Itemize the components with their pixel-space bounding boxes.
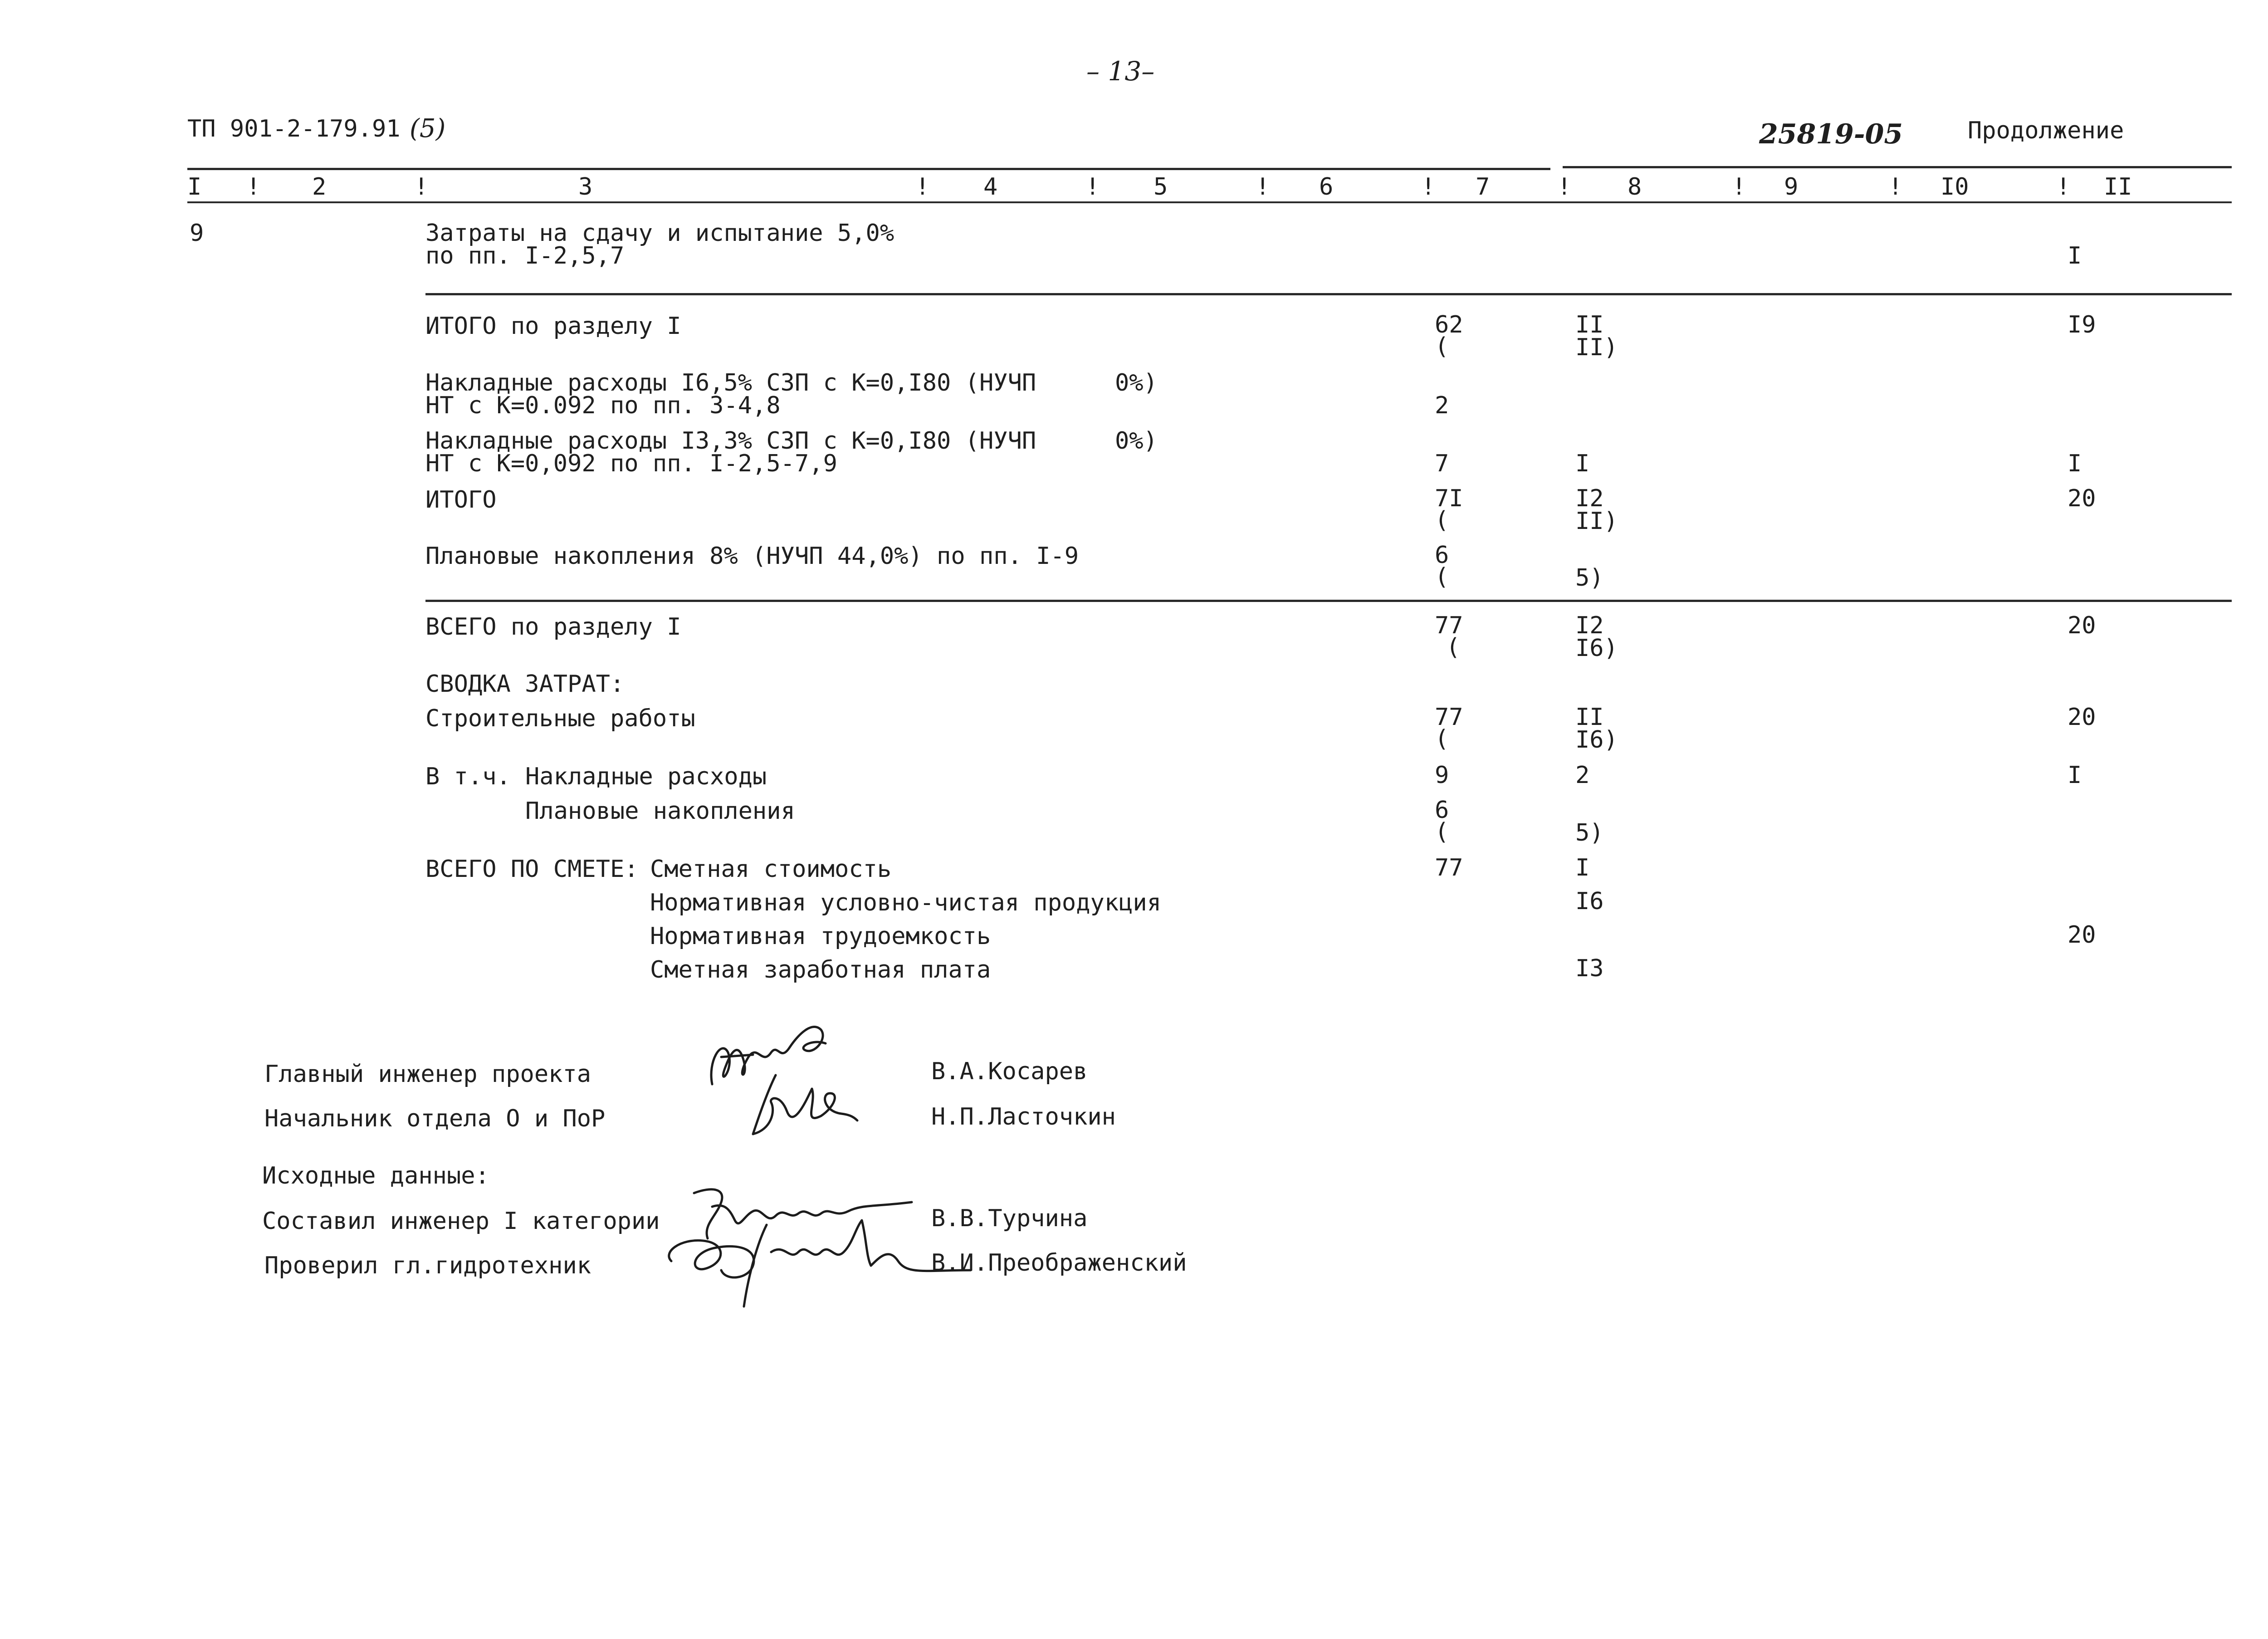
column-separator-8: ! <box>1732 173 1746 201</box>
compiled-by-name: В.В.Турчина <box>931 1205 1088 1232</box>
cell-col8: 2 <box>1575 762 1590 789</box>
row-description: Накладные расходы <box>525 763 767 790</box>
cell-col7: 6 <box>1435 542 1449 569</box>
cell-col7-paren: ( <box>1435 507 1449 534</box>
column-separator-9: ! <box>1888 173 1903 201</box>
cell-col11: 20 <box>2068 921 2096 949</box>
column-separator-10: ! <box>2056 173 2071 201</box>
cell-col8-paren: I6) <box>1575 726 1618 753</box>
cell-col7: 2 <box>1435 392 1449 419</box>
column-header-1: I <box>187 173 202 201</box>
row-description: ИТОГО <box>425 486 497 514</box>
column-header-7: 7 <box>1476 173 1490 201</box>
cell-col8-paren: II) <box>1575 508 1618 535</box>
column-header-10: I0 <box>1941 173 1969 201</box>
cell-col7: 77 <box>1435 612 1463 639</box>
cell-col8: I3 <box>1575 955 1604 982</box>
cell-col8: I <box>1575 854 1590 881</box>
cell-col7: 77 <box>1435 854 1463 881</box>
cell-col7-paren: ( <box>1446 634 1461 661</box>
cell-col11: I9 <box>2068 311 2096 338</box>
column-header-3: 3 <box>578 173 593 201</box>
column-separator-1: ! <box>246 173 261 201</box>
header-rule-top-left <box>187 168 1550 170</box>
row-description: Плановые накопления 8% (НУЧП 44,0%) по пп. I-9 <box>425 543 1079 570</box>
cell-col11: 20 <box>2068 612 2096 639</box>
document-part: (5) <box>410 114 446 143</box>
cell-col7: 6 <box>1435 797 1449 824</box>
checked-by-role: Проверил гл.гидротехник <box>264 1252 591 1279</box>
cell-col8: I2 <box>1575 612 1604 639</box>
cell-col11: I <box>2068 450 2082 477</box>
cell-col7: 7I <box>1435 485 1463 512</box>
signature-head-dept <box>744 1062 862 1143</box>
cell-col8-paren: I6) <box>1575 635 1618 662</box>
column-header-6: 6 <box>1319 173 1334 201</box>
cell-col11: I <box>2068 242 2082 269</box>
column-header-4: 4 <box>983 173 998 201</box>
row-description: Нормативная трудоемкость <box>650 923 991 950</box>
row-description: Сметная заработная плата <box>650 956 991 983</box>
checked-by-name: В.И.Преображенский <box>931 1249 1187 1277</box>
cell-col8: I2 <box>1575 485 1604 512</box>
row-description-line1: Затраты на сдачу и испытание 5,0% <box>425 220 894 247</box>
column-separator-2: ! <box>414 173 429 201</box>
row-prefix: В т.ч. <box>425 763 511 790</box>
header-rule-top-right <box>1563 166 2232 168</box>
signature-checker <box>653 1202 980 1320</box>
cell-col11: I <box>2068 762 2082 789</box>
chief-engineer-role: Главный инженер проекта <box>264 1061 591 1088</box>
cell-col7-paren: ( <box>1435 333 1449 360</box>
cell-col7: 77 <box>1435 704 1463 731</box>
column-separator-4: ! <box>1085 173 1100 201</box>
document-code: ТП 901-2-179.91 <box>187 115 401 142</box>
row-description: Нормативная условно-чистая продукция <box>650 889 1162 916</box>
estimate-total-prefix: ВСЕГО ПО СМЕТЕ: <box>425 856 639 883</box>
section-rule-2 <box>425 600 2232 602</box>
row-description-line1: Накладные расходы I3,3% СЗП с К=0,I80 (НУЧП <box>425 427 1036 455</box>
cell-col8: II <box>1575 704 1604 731</box>
column-header-8: 8 <box>1628 173 1642 201</box>
page-number: – 13– <box>1086 56 1155 87</box>
cell-col8: II <box>1575 311 1604 338</box>
cell-col7: 62 <box>1435 311 1463 338</box>
continuation-label: Продолжение <box>1968 117 2124 144</box>
cell-col11: 20 <box>2068 485 2096 512</box>
row-description-line2: по пп. I-2,5,7 <box>425 242 625 269</box>
column-separator-3: ! <box>915 173 930 201</box>
row-description-line2: НТ с К=0,092 по пп. I-2,5-7,9 <box>425 450 837 477</box>
row-description: Сметная стоимость <box>650 856 892 883</box>
column-header-2: 2 <box>312 173 327 201</box>
head-dept-name: Н.П.Ласточкин <box>931 1103 1116 1130</box>
archive-number: 25819-05 <box>1759 118 1903 150</box>
cell-col7-paren: ( <box>1435 725 1449 753</box>
column-header-11: II <box>2104 173 2132 201</box>
column-header-5: 5 <box>1154 173 1168 201</box>
column-separator-6: ! <box>1421 173 1436 201</box>
cell-col8: 5) <box>1575 819 1604 846</box>
row-description: ВСЕГО по разделу I <box>425 613 681 641</box>
column-header-9: 9 <box>1784 173 1799 201</box>
source-data-label: Исходные данные: <box>262 1162 489 1189</box>
chief-engineer-name: В.А.Косарев <box>931 1058 1088 1085</box>
row-description: Плановые накопления <box>525 797 795 825</box>
cell-col8-paren: II) <box>1575 334 1618 361</box>
section-rule-1 <box>425 293 2232 295</box>
column-separator-5: ! <box>1256 173 1270 201</box>
row-number: 9 <box>190 220 204 247</box>
cell-col7-paren: ( <box>1435 563 1449 591</box>
cost-summary-heading: СВОДКА ЗАТРАТ: <box>425 670 625 698</box>
compiled-by-role: Составил инженер I категории <box>262 1208 660 1235</box>
cell-col7: 7 <box>1435 450 1449 477</box>
row-description-line1: Накладные расходы I6,5% СЗП с К=0,I80 (НУЧП <box>425 369 1036 396</box>
head-dept-role: Начальник отдела О и ПоР <box>264 1105 606 1132</box>
header-rule-bottom <box>187 201 2232 203</box>
cell-col8: 5) <box>1575 564 1604 592</box>
cell-col8: I6 <box>1575 888 1604 915</box>
cell-col7-paren: ( <box>1435 818 1449 846</box>
column-separator-7: ! <box>1557 173 1572 201</box>
row-description: Строительные работы <box>425 705 695 732</box>
cell-col11: 20 <box>2068 704 2096 731</box>
cell-col7: 9 <box>1435 762 1449 789</box>
row-description-line2: НТ с К=0.092 по пп. 3-4,8 <box>425 392 781 419</box>
cell-col8: I <box>1575 450 1590 477</box>
row-percent: 0%) <box>1115 427 1158 455</box>
row-description: ИТОГО по разделу I <box>425 313 681 340</box>
row-percent: 0%) <box>1115 369 1158 396</box>
